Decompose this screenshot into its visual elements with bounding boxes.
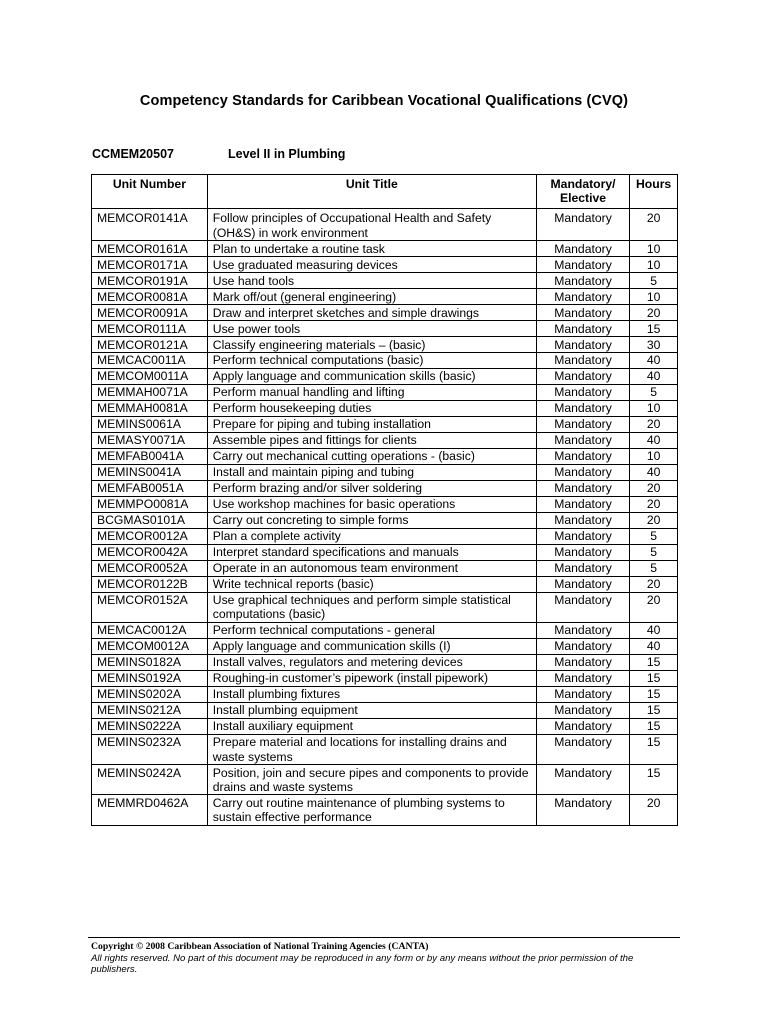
unit-title-cell: Carry out routine maintenance of plumbing systems to sustain effective performance xyxy=(207,795,536,825)
hours-cell: 10 xyxy=(630,401,678,417)
hours-cell: 5 xyxy=(630,544,678,560)
hours-cell: 20 xyxy=(630,209,678,241)
hours-cell: 20 xyxy=(630,576,678,592)
table-row xyxy=(92,734,678,764)
hours-cell: 10 xyxy=(630,241,678,257)
status-cell: Mandatory xyxy=(536,528,629,544)
hours-cell: 20 xyxy=(630,480,678,496)
unit-number-cell: MEMFAB0051A xyxy=(92,480,208,496)
hours-cell: 40 xyxy=(630,623,678,639)
status-cell: Mandatory xyxy=(536,337,629,353)
table-row xyxy=(92,464,678,480)
unit-title-cell: Use workshop machines for basic operations xyxy=(207,496,536,512)
unit-number-cell: MEMINS0192A xyxy=(92,671,208,687)
unit-title-cell: Perform technical computations - general xyxy=(207,623,536,639)
unit-number-cell: MEMCAC0012A xyxy=(92,623,208,639)
hours-cell: 40 xyxy=(630,353,678,369)
unit-title-cell: Plan a complete activity xyxy=(207,528,536,544)
hours-cell: 15 xyxy=(630,321,678,337)
status-cell: Mandatory xyxy=(536,623,629,639)
hours-cell: 15 xyxy=(630,671,678,687)
footer-divider xyxy=(88,937,680,938)
table-row xyxy=(92,257,678,273)
unit-title-cell: Draw and interpret sketches and simple drawings xyxy=(207,305,536,321)
hours-cell: 40 xyxy=(630,464,678,480)
status-cell: Mandatory xyxy=(536,369,629,385)
table-row xyxy=(92,512,678,528)
table-row xyxy=(92,289,678,305)
unit-number-cell: MEMINS0242A xyxy=(92,765,208,795)
status-cell: Mandatory xyxy=(536,496,629,512)
unit-title-cell: Carry out mechanical cutting operations - (basic) xyxy=(207,449,536,465)
hours-cell: 15 xyxy=(630,655,678,671)
hours-cell: 10 xyxy=(630,289,678,305)
status-cell: Mandatory xyxy=(536,560,629,576)
unit-number-cell: MEMCAC0011A xyxy=(92,353,208,369)
status-cell: Mandatory xyxy=(536,305,629,321)
unit-number-cell: MEMCOR0111A xyxy=(92,321,208,337)
hours-cell: 20 xyxy=(630,496,678,512)
table-row xyxy=(92,385,678,401)
unit-title-cell: Assemble pipes and fittings for clients xyxy=(207,433,536,449)
status-cell: Mandatory xyxy=(536,686,629,702)
status-cell: Mandatory xyxy=(536,765,629,795)
hours-cell: 10 xyxy=(630,449,678,465)
unit-title-cell: Install valves, regulators and metering devices xyxy=(207,655,536,671)
table-row xyxy=(92,544,678,560)
unit-title-cell: Install plumbing equipment xyxy=(207,702,536,718)
status-cell: Mandatory xyxy=(536,512,629,528)
unit-title-cell: Perform manual handling and lifting xyxy=(207,385,536,401)
table-row xyxy=(92,655,678,671)
hours-cell: 15 xyxy=(630,734,678,764)
hours-cell: 40 xyxy=(630,369,678,385)
unit-title-cell: Perform brazing and/or silver soldering xyxy=(207,480,536,496)
unit-title-cell: Follow principles of Occupational Health and Safety (OH&S) in work environment xyxy=(207,209,536,241)
qualification-name: Level II in Plumbing xyxy=(228,147,346,161)
footer-copyright: Copyright © 2008 Caribbean Association of National Training Agencies (CANTA) xyxy=(91,941,429,952)
unit-number-cell: MEMCOM0012A xyxy=(92,639,208,655)
unit-title-cell: Plan to undertake a routine task xyxy=(207,241,536,257)
status-cell: Mandatory xyxy=(536,795,629,825)
table-row xyxy=(92,576,678,592)
table-row xyxy=(92,401,678,417)
unit-number-cell: MEMINS0232A xyxy=(92,734,208,764)
unit-number-cell: MEMCOR0052A xyxy=(92,560,208,576)
unit-title-cell: Interpret standard specifications and manuals xyxy=(207,544,536,560)
hours-cell: 20 xyxy=(630,795,678,825)
status-cell: Mandatory xyxy=(536,321,629,337)
unit-title-cell: Perform housekeeping duties xyxy=(207,401,536,417)
status-cell: Mandatory xyxy=(536,734,629,764)
unit-number-cell: MEMINS0041A xyxy=(92,464,208,480)
table-row xyxy=(92,639,678,655)
unit-number-cell: MEMINS0182A xyxy=(92,655,208,671)
status-cell: Mandatory xyxy=(536,449,629,465)
header-unit-title: Unit Title xyxy=(207,175,536,209)
unit-number-cell: MEMINS0061A xyxy=(92,417,208,433)
hours-cell: 20 xyxy=(630,512,678,528)
table-row xyxy=(92,718,678,734)
unit-number-cell: MEMCOR0141A xyxy=(92,209,208,241)
unit-number-cell: MEMINS0222A xyxy=(92,718,208,734)
table-row xyxy=(92,209,678,241)
unit-number-cell: MEMMAH0081A xyxy=(92,401,208,417)
status-cell: Mandatory xyxy=(536,257,629,273)
unit-number-cell: MEMMPO0081A xyxy=(92,496,208,512)
unit-number-cell: MEMCOR0042A xyxy=(92,544,208,560)
unit-title-cell: Carry out concreting to simple forms xyxy=(207,512,536,528)
qualification-code: CCMEM20507 xyxy=(92,147,174,161)
status-cell: Mandatory xyxy=(536,576,629,592)
unit-number-cell: MEMMAH0071A xyxy=(92,385,208,401)
table-row xyxy=(92,241,678,257)
unit-title-cell: Use hand tools xyxy=(207,273,536,289)
footer-rights-notice: All rights reserved. No part of this document may be reproduced in any form or by any means without the prior permission of the publishers. xyxy=(91,953,634,975)
status-cell: Mandatory xyxy=(536,401,629,417)
hours-cell: 15 xyxy=(630,702,678,718)
unit-title-cell: Install auxiliary equipment xyxy=(207,718,536,734)
unit-title-cell: Apply language and communication skills (basic) xyxy=(207,369,536,385)
unit-number-cell: MEMCOR0081A xyxy=(92,289,208,305)
unit-title-cell: Perform technical computations (basic) xyxy=(207,353,536,369)
hours-cell: 20 xyxy=(630,592,678,622)
unit-title-cell: Mark off/out (general engineering) xyxy=(207,289,536,305)
table-row xyxy=(92,353,678,369)
unit-number-cell: BCGMAS0101A xyxy=(92,512,208,528)
hours-cell: 15 xyxy=(630,718,678,734)
unit-title-cell: Use graduated measuring devices xyxy=(207,257,536,273)
table-row xyxy=(92,369,678,385)
status-cell: Mandatory xyxy=(536,209,629,241)
unit-number-cell: MEMCOR0122B xyxy=(92,576,208,592)
status-cell: Mandatory xyxy=(536,718,629,734)
table-row xyxy=(92,623,678,639)
status-cell: Mandatory xyxy=(536,289,629,305)
hours-cell: 10 xyxy=(630,257,678,273)
hours-cell: 15 xyxy=(630,765,678,795)
hours-cell: 30 xyxy=(630,337,678,353)
table-row xyxy=(92,795,678,825)
unit-title-cell: Classify engineering materials – (basic) xyxy=(207,337,536,353)
status-cell: Mandatory xyxy=(536,273,629,289)
table-row xyxy=(92,433,678,449)
units-table xyxy=(91,174,678,826)
unit-number-cell: MEMCOR0152A xyxy=(92,592,208,622)
hours-cell: 15 xyxy=(630,686,678,702)
unit-number-cell: MEMMRD0462A xyxy=(92,795,208,825)
unit-title-cell: Operate in an autonomous team environment xyxy=(207,560,536,576)
unit-number-cell: MEMCOR0091A xyxy=(92,305,208,321)
unit-title-cell: Install and maintain piping and tubing xyxy=(207,464,536,480)
status-cell: Mandatory xyxy=(536,464,629,480)
table-row xyxy=(92,449,678,465)
hours-cell: 40 xyxy=(630,639,678,655)
unit-number-cell: MEMINS0202A xyxy=(92,686,208,702)
hours-cell: 20 xyxy=(630,417,678,433)
table-header-row xyxy=(92,175,678,209)
table-row xyxy=(92,560,678,576)
status-cell: Mandatory xyxy=(536,385,629,401)
table-row xyxy=(92,480,678,496)
hours-cell: 40 xyxy=(630,433,678,449)
table-row xyxy=(92,686,678,702)
table-body xyxy=(92,209,678,825)
unit-title-cell: Roughing-in customer’s pipework (install pipework) xyxy=(207,671,536,687)
status-cell: Mandatory xyxy=(536,655,629,671)
header-status: Mandatory/ Elective xyxy=(536,175,629,209)
table-row xyxy=(92,321,678,337)
status-cell: Mandatory xyxy=(536,544,629,560)
unit-number-cell: MEMCOM0011A xyxy=(92,369,208,385)
unit-number-cell: MEMCOR0121A xyxy=(92,337,208,353)
table-row xyxy=(92,496,678,512)
table-row xyxy=(92,702,678,718)
status-cell: Mandatory xyxy=(536,241,629,257)
hours-cell: 5 xyxy=(630,560,678,576)
status-cell: Mandatory xyxy=(536,639,629,655)
hours-cell: 20 xyxy=(630,305,678,321)
unit-number-cell: MEMCOR0171A xyxy=(92,257,208,273)
status-cell: Mandatory xyxy=(536,702,629,718)
unit-number-cell: MEMASY0071A xyxy=(92,433,208,449)
table-row xyxy=(92,765,678,795)
unit-title-cell: Use graphical techniques and perform simple statistical computations (basic) xyxy=(207,592,536,622)
unit-number-cell: MEMCOR0012A xyxy=(92,528,208,544)
table-row xyxy=(92,273,678,289)
status-cell: Mandatory xyxy=(536,480,629,496)
status-cell: Mandatory xyxy=(536,592,629,622)
table-row xyxy=(92,417,678,433)
table-row xyxy=(92,528,678,544)
header-unit-number: Unit Number xyxy=(92,175,208,209)
header-hours: Hours xyxy=(630,175,678,209)
hours-cell: 5 xyxy=(630,528,678,544)
unit-title-cell: Write technical reports (basic) xyxy=(207,576,536,592)
table-row xyxy=(92,305,678,321)
hours-cell: 5 xyxy=(630,385,678,401)
table-row xyxy=(92,671,678,687)
table-row xyxy=(92,592,678,622)
unit-number-cell: MEMCOR0161A xyxy=(92,241,208,257)
status-cell: Mandatory xyxy=(536,417,629,433)
unit-number-cell: MEMCOR0191A xyxy=(92,273,208,289)
unit-title-cell: Position, join and secure pipes and components to provide drains and waste systems xyxy=(207,765,536,795)
unit-title-cell: Apply language and communication skills (I) xyxy=(207,639,536,655)
unit-number-cell: MEMINS0212A xyxy=(92,702,208,718)
table-row xyxy=(92,337,678,353)
unit-title-cell: Prepare material and locations for installing drains and waste systems xyxy=(207,734,536,764)
unit-title-cell: Use power tools xyxy=(207,321,536,337)
status-cell: Mandatory xyxy=(536,671,629,687)
status-cell: Mandatory xyxy=(536,353,629,369)
document-title: Competency Standards for Caribbean Vocational Qualifications (CVQ) xyxy=(139,93,629,109)
hours-cell: 5 xyxy=(630,273,678,289)
unit-title-cell: Install plumbing fixtures xyxy=(207,686,536,702)
unit-title-cell: Prepare for piping and tubing installation xyxy=(207,417,536,433)
unit-number-cell: MEMFAB0041A xyxy=(92,449,208,465)
status-cell: Mandatory xyxy=(536,433,629,449)
